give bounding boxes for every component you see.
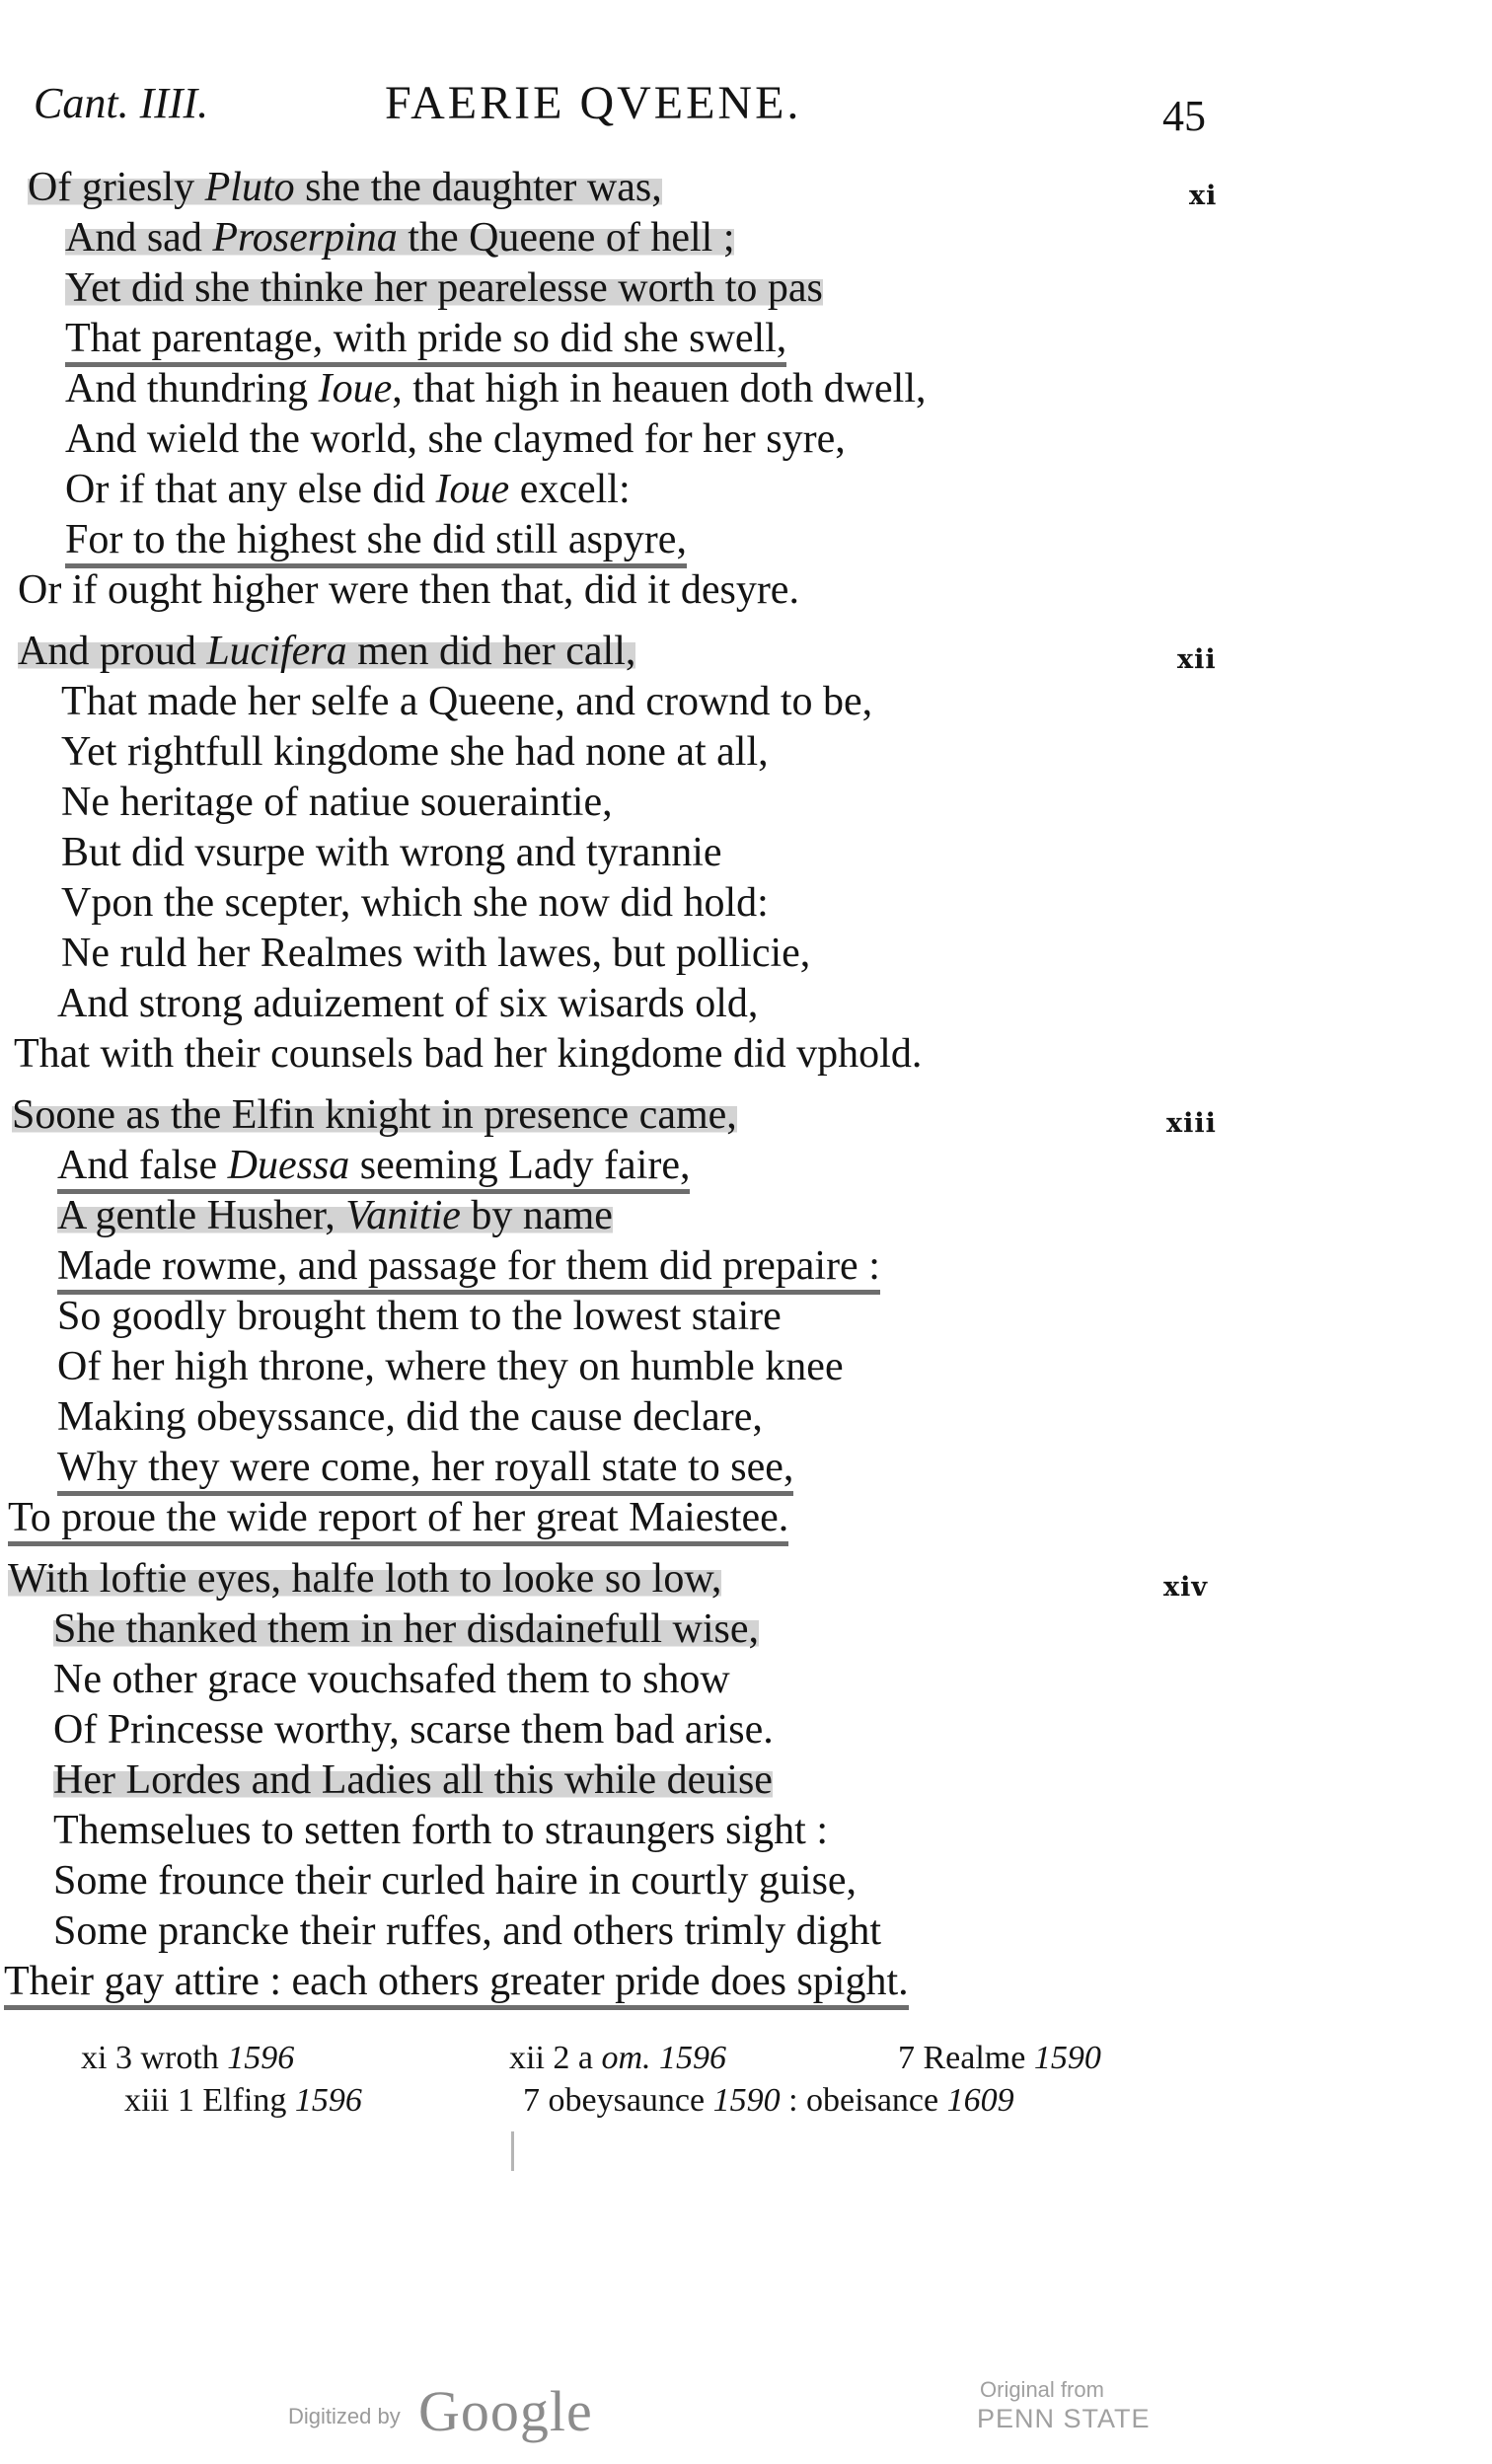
textual-note: 7 obeysaunce 1590 : obeisance 1609 — [523, 2082, 1014, 2119]
verse-line: Why they were come, her royall state to see, — [57, 1443, 793, 1492]
verse-line: Her Lordes and Ladies all this while deuise — [53, 1757, 773, 1803]
verse-line: And wield the world, she claymed for her syre, — [65, 416, 846, 462]
verse-line: She thanked them in her disdainefull wise, — [53, 1606, 760, 1652]
verse-line: And proud Lucifera men did her call, — [18, 629, 636, 674]
stray-mark — [511, 2131, 514, 2171]
verse-line: Some frounce their curled haire in courtly guise, — [53, 1858, 858, 1904]
verse-line: Themselues to setten forth to straungers sight : — [53, 1808, 829, 1853]
verse-line: Vpon the scepter, which she now did hold: — [61, 880, 769, 926]
textual-note: xiii 1 Elfing 1596 — [124, 2082, 362, 2119]
verse-line: Some prancke their ruffes, and others trimly dight — [53, 1908, 882, 1954]
institution-label: PENN STATE — [977, 2404, 1151, 2433]
verse-line: Ne ruld her Realmes with lawes, but pollicie, — [61, 931, 811, 976]
textual-note: 7 Realme 1590 — [898, 2040, 1101, 2076]
textual-note: xi 3 wroth 1596 — [81, 2040, 295, 2076]
verse-line: Of Princesse worthy, scarse them bad arise. — [53, 1707, 774, 1753]
verse-line: Made rowme, and passage for them did prepaire : — [57, 1241, 880, 1291]
verse-line: And strong aduizement of six wisards old, — [57, 981, 759, 1026]
verse-line: That parentage, with pride so did she swell, — [65, 314, 786, 363]
stanza-number: xii — [1177, 644, 1217, 675]
stanza-number: xi — [1189, 181, 1218, 211]
verse-line: Their gay attire : each others greater pride does spight. — [4, 1957, 909, 2006]
verse-line: That made her selfe a Queene, and crownd to be, — [61, 679, 873, 724]
verse-line: Or if that any else did Ioue excell: — [65, 467, 631, 512]
verse-line: With loftie eyes, halfe loth to looke so low, — [8, 1556, 722, 1602]
verse-line: Making obeyssance, did the cause declare, — [57, 1394, 763, 1440]
verse-line: And false Duessa seeming Lady faire, — [57, 1141, 690, 1190]
page-number: 45 — [1162, 92, 1206, 140]
google-logo: Google — [418, 2379, 593, 2443]
stanza-number: xiii — [1166, 1108, 1217, 1139]
running-title: FAERIE QVEENE. — [385, 77, 802, 129]
verse-line: And thundring Ioue, that high in heauen doth dwell, — [65, 366, 927, 411]
verse-line: Yet rightfull kingdome she had none at all, — [61, 729, 769, 775]
verse-line: Of her high throne, where they on humble knee — [57, 1344, 844, 1389]
original-from-label: Original from — [980, 2377, 1104, 2402]
canto-label: Cant. IIII. — [34, 79, 209, 127]
textual-note: xii 2 a om. 1596 — [509, 2040, 727, 2076]
verse-line: That with their counsels bad her kingdome did vphold. — [14, 1031, 923, 1077]
verse-line: Or if ought higher were then that, did it desyre. — [18, 567, 799, 613]
verse-line: Of griesly Pluto she the daughter was, — [28, 165, 662, 210]
digitized-by-label: Digitized by — [288, 2404, 401, 2428]
verse-line: To proue the wide report of her great Maiestee. — [8, 1493, 788, 1542]
verse-line: Soone as the Elfin knight in presence came, — [12, 1092, 737, 1138]
stanza-number: xiv — [1163, 1572, 1209, 1603]
verse-line: Yet did she thinke her pearelesse worth to pas — [65, 265, 823, 311]
verse-line: So goodly brought them to the lowest staire — [57, 1294, 782, 1339]
verse-line: And sad Proserpina the Queene of hell ; — [65, 215, 735, 261]
verse-line: Ne other grace vouchsafed them to show — [53, 1657, 730, 1702]
verse-line: A gentle Husher, Vanitie by name — [57, 1193, 613, 1238]
verse-line: But did vsurpe with wrong and tyrannie — [61, 830, 722, 875]
verse-line: Ne heritage of natiue soueraintie, — [61, 780, 613, 825]
verse-line: For to the highest she did still aspyre, — [65, 515, 687, 564]
